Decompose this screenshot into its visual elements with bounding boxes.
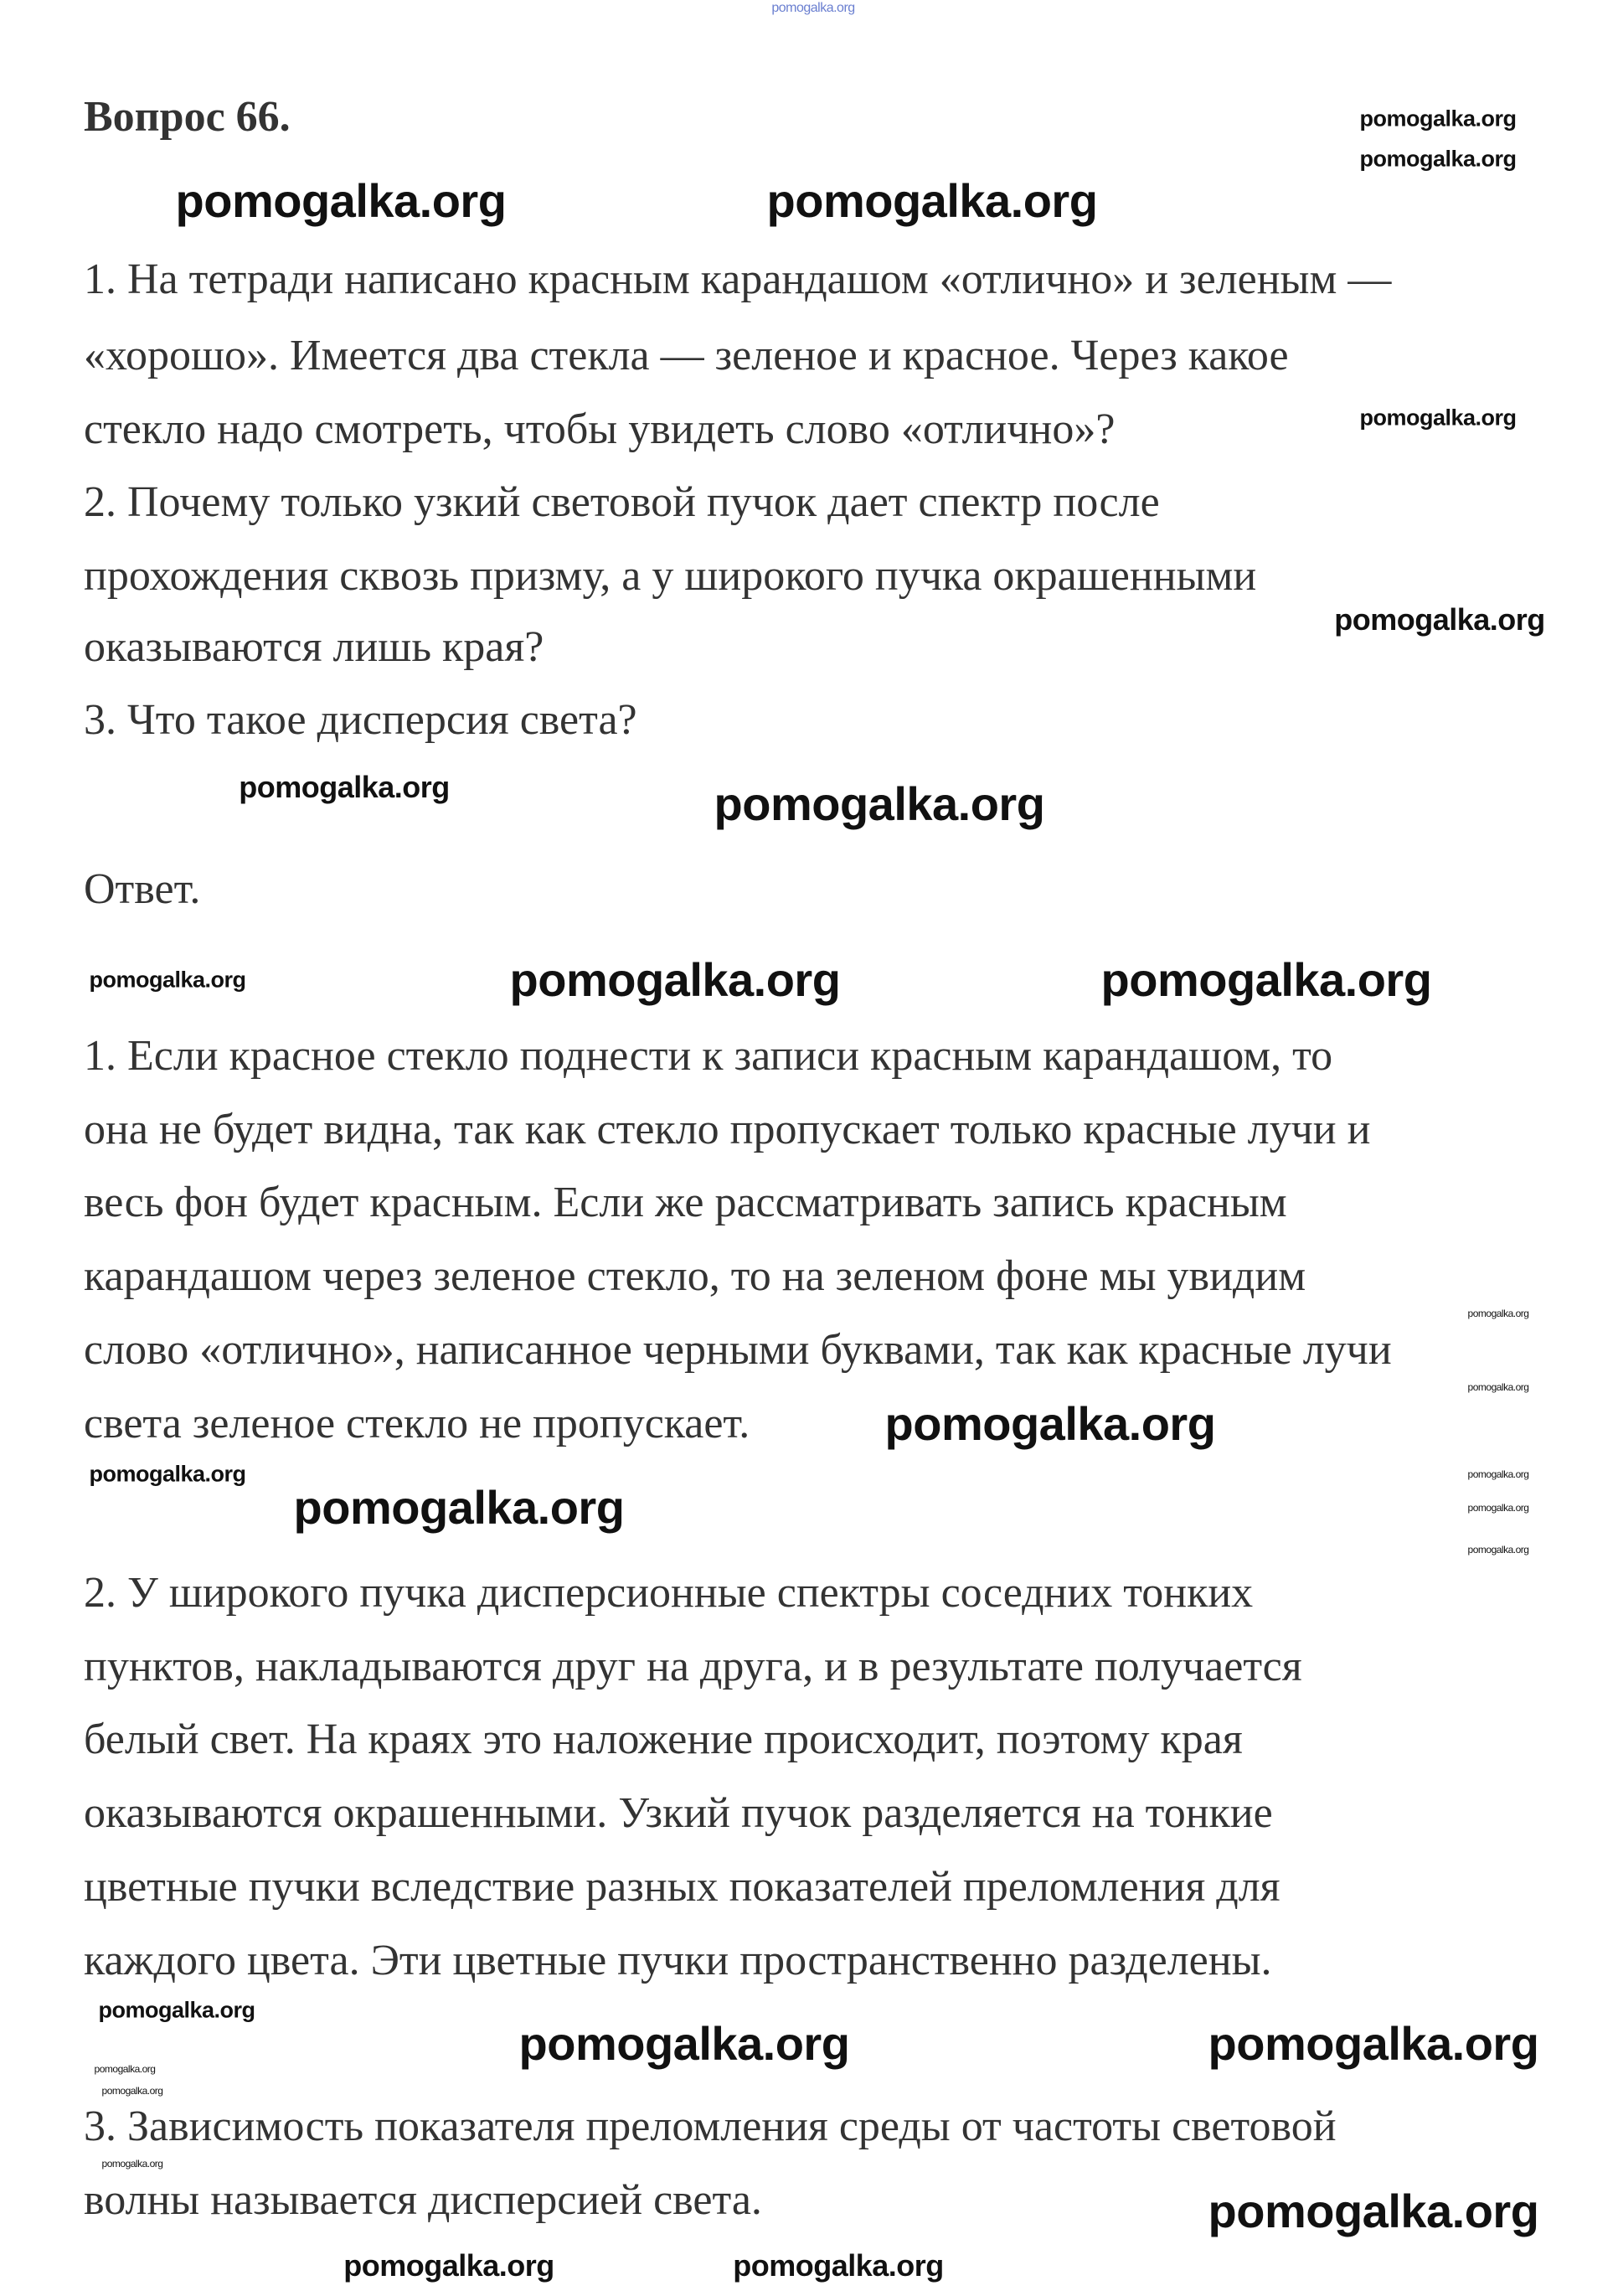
watermark: pomogalka.org	[884, 1397, 1216, 1450]
watermark: pomogalka.org	[175, 174, 507, 227]
answer-line: цветные пучки вследствие разных показателей преломления для	[84, 1863, 1280, 1911]
watermark: pomogalka.org	[766, 174, 1098, 227]
question-line: «хорошо». Имеется два стекла — зеленое и красное. Через какое	[84, 332, 1289, 379]
watermark: pomogalka.org	[1359, 146, 1517, 172]
watermark: pomogalka.org	[733, 2248, 944, 2283]
watermark: pomogalka.org	[239, 770, 450, 804]
watermark: pomogalka.org	[1100, 953, 1432, 1006]
question-line: 2. Почему только узкий световой пучок дает спектр после	[84, 478, 1160, 526]
watermark: pomogalka.org	[101, 2085, 163, 2097]
answer-line: карандашом через зеленое стекло, то на зеленом фоне мы увидим	[84, 1252, 1306, 1300]
question-line: стекло надо смотреть, чтобы увидеть слово «отлично»?	[84, 405, 1116, 453]
watermark: pomogalka.org	[1467, 1468, 1529, 1480]
question-line: 3. Что такое дисперсия света?	[84, 696, 637, 744]
watermark: pomogalka.org	[1467, 1381, 1529, 1393]
answer-line: слово «отлично», написанное черными буквами, так как красные лучи	[84, 1326, 1392, 1374]
answer-label: Ответ.	[84, 865, 201, 913]
answer-line: 1. Если красное стекло поднести к записи красным карандашом, то	[84, 1032, 1333, 1080]
watermark: pomogalka.org	[1359, 106, 1517, 132]
answer-line: оказываются окрашенными. Узкий пучок разделяется на тонкие	[84, 1789, 1273, 1837]
watermark: pomogalka.org	[293, 1481, 625, 1534]
answer-line: 2. У широкого пучка дисперсионные спектры соседних тонких	[84, 1569, 1254, 1617]
answer-line: волны называется дисперсией света.	[84, 2176, 762, 2224]
question-line: оказываются лишь края?	[84, 623, 544, 671]
question-line: прохождения сквозь призму, а у широкого пучка окрашенными	[84, 552, 1257, 600]
page-title: Вопрос 66.	[84, 93, 291, 141]
watermark: pomogalka.org	[1359, 405, 1517, 431]
watermark: pomogalka.org	[98, 1997, 255, 2023]
answer-line: пунктов, накладываются друг на друга, и в результате получается	[84, 1643, 1302, 1690]
watermark: pomogalka.org	[714, 777, 1045, 830]
answer-line: каждого цвета. Эти цветные пучки пространственно разделены.	[84, 1937, 1272, 1984]
answer-line: весь фон будет красным. Если же рассматривать запись красным	[84, 1179, 1287, 1226]
watermark: pomogalka.org	[509, 953, 841, 1006]
watermark: pomogalka.org	[1208, 2017, 1539, 2070]
watermark: pomogalka.org	[1467, 1544, 1529, 1556]
answer-line: белый свет. На краях это наложение происходит, поэтому края	[84, 1716, 1243, 1763]
watermark: pomogalka.org	[518, 2017, 850, 2070]
watermark: pomogalka.org	[771, 1, 855, 15]
watermark: pomogalka.org	[1334, 602, 1545, 637]
watermark: pomogalka.org	[1467, 1308, 1529, 1319]
watermark: pomogalka.org	[101, 2158, 163, 2170]
answer-line: она не будет видна, так как стекло пропускает только красные лучи и	[84, 1106, 1371, 1153]
watermark: pomogalka.org	[343, 2248, 554, 2283]
watermark: pomogalka.org	[89, 1461, 246, 1487]
answer-line: 3. Зависимость показателя преломления среды от частоты световой	[84, 2103, 1337, 2150]
question-line: 1. На тетради написано красным карандашом «отлично» и зеленым —	[84, 255, 1392, 303]
watermark: pomogalka.org	[1208, 2185, 1539, 2237]
answer-line: света зеленое стекло не пропускает.	[84, 1400, 750, 1447]
watermark: pomogalka.org	[94, 2063, 156, 2075]
watermark: pomogalka.org	[89, 967, 246, 993]
watermark: pomogalka.org	[1467, 1502, 1529, 1514]
